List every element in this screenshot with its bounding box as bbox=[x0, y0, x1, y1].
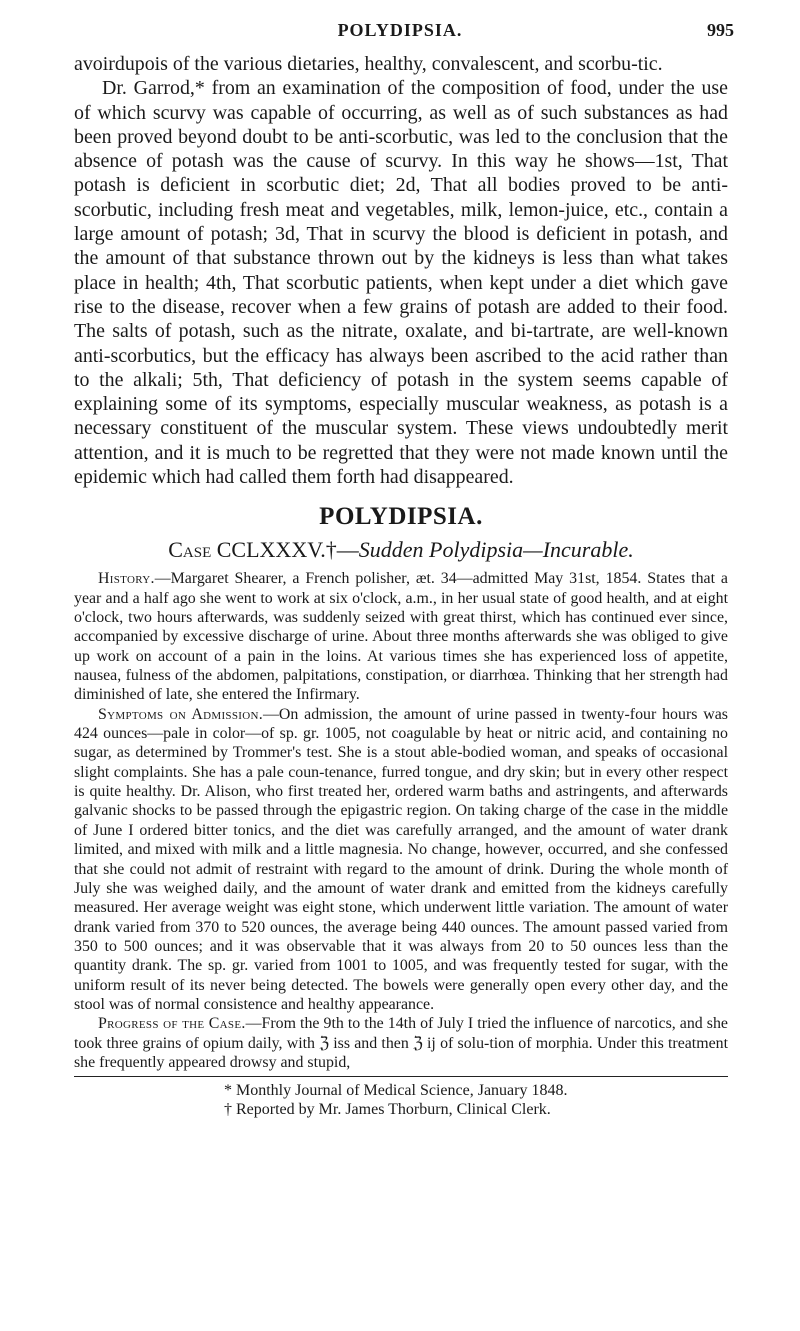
progress-paragraph bbox=[74, 1014, 728, 1072]
symptoms-text: —On admission, the amount of urine passed in twenty-four hours was 424 ounces—pale in color—of sp. gr. 1005, not coagulable by heat or nitric acid, and containing no sugar, as determined by Trommer's test. She is a stout able-bodied woman, and speaks of occasional slight complaints. She has a pale coun-tenance, furred tongue, and dry skin; but in every other respect is quite healthy. Dr. Alison, who first treated her, ordered warm baths and astringents, and afterwards galvanic shocks to be passed through the epigastric region. On taking charge of the case in the middle of June I ordered bitter tonics, and the diet was carefully arranged, and the amount of water drank limited, and mixed with milk and a little magnesia. No change, however, occurred, and she confessed that she could not admit of restraint with regard to the amount of drink. During the whole month of July she was weighed daily, and the amount of water drank and emitted from the kidneys carefully measured. Her average weight was eight stone, which underwent little variation. The amount of water drank varied from 370 to 520 ounces, the average being 440 ounces. The amount passed varied from 350 to 500 ounces; and it was observable that it was always from 20 to 50 ounces less than the quantity drank. The sp. gr. varied from 1001 to 1005, and was frequently tested for sugar, with the uniform result of its never being detected. The bowels were generally open every other day, and the stool was of normal consistence and healthy appearance. bbox=[74, 705, 728, 1013]
footnotes bbox=[74, 1081, 728, 1119]
body-paragraph-garrod: Dr. Garrod,* from an examination of the composition of food, under the use of which scurvy was capable of occurring, as well as of such substances as had been proved beyond doubt to be anti-scorbutic, was led to the conclusion that the absence of potash was the cause of scurvy. In this way he shows—1st, That potash is deficient in scorbutic diet; 2d, That all bodies proved to be anti-scorbutic, including fresh meat and vegetables, milk, lemon-juice, etc., contain a large amount of potash; 3d, That in scurvy the blood is deficient in potash, and the amount of that substance thrown out by the kidneys is less than what takes place in health; 4th, That scorbutic patients, when kept under a diet which gave rise to the disease, recover when a few grains of potash are added to their food. The salts of potash, such as the nitrate, oxalate, and bi-tartrate, are well-known anti-scorbutics, but the efficacy has always been ascribed to the acid rather than to the alkali; 5th, That deficiency of potash in the system seems capable of explaining some of its symptoms, especially muscular weakness, as potash is a necessary constituent of the muscular system. These views undoubtedly merit attention, and it is much to be regretted that they were not made known until the epidemic which had called them forth had disappeared. bbox=[74, 77, 728, 489]
case-title bbox=[74, 537, 728, 563]
history-text: —Margaret Shearer, a French polisher, æt. 34—admitted May 31st, 1854. States that a year and a half ago she went to work at six o'clock, a.m., in her usual state of good health, and at eight o'clock, two hours afterwards, was suddenly seized with great thirst, which has continued ever since, accompanied by excessive discharge of urine. About three months afterwards she was obliged to give up work on account of a pain in the loins. At various times she has experienced loss of appetite, nausea, fulness of the abdomen, palpitations, constipation, or diarrhœa. Thinking that her strength had diminished of late, she entered the Infirmary. bbox=[74, 570, 728, 704]
case-number: Case CCLXXXV.†— bbox=[168, 537, 359, 563]
body-paragraph-continued: avoirdupois of the various dietaries, healthy, convalescent, and scorbu-tic. bbox=[74, 53, 663, 75]
symptoms-label: Symptoms on Admission. bbox=[98, 705, 263, 723]
footnote-garrod: * Monthly Journal of Medical Science, January 1848. bbox=[224, 1082, 568, 1100]
footnote-rule bbox=[74, 1076, 728, 1077]
running-title: POLYDIPSIA. bbox=[337, 20, 463, 40]
footnote-reporter: † Reported by Mr. James Thorburn, Clinical Clerk. bbox=[224, 1101, 551, 1119]
case-description: Sudden Polydipsia—Incurable. bbox=[358, 537, 634, 563]
section-heading: POLYDIPSIA. bbox=[319, 503, 483, 531]
text-column bbox=[74, 52, 728, 1119]
main-body bbox=[74, 52, 728, 489]
case-report bbox=[74, 569, 728, 1072]
history-label: History. bbox=[98, 570, 155, 588]
symptoms-paragraph bbox=[74, 705, 728, 1015]
progress-text: —From the 9th to the 14th of July I tried the influence of narcotics, and she took three grains of opium daily, with ℨ iss and then ℨ ij of solu-tion of morphia. Under this treatment she frequently appeared drowsy and stupid, bbox=[74, 1015, 728, 1071]
page-number: 995 bbox=[707, 20, 734, 40]
running-head bbox=[0, 20, 800, 42]
progress-label: Progress of the Case. bbox=[98, 1015, 246, 1033]
history-paragraph bbox=[74, 569, 728, 704]
